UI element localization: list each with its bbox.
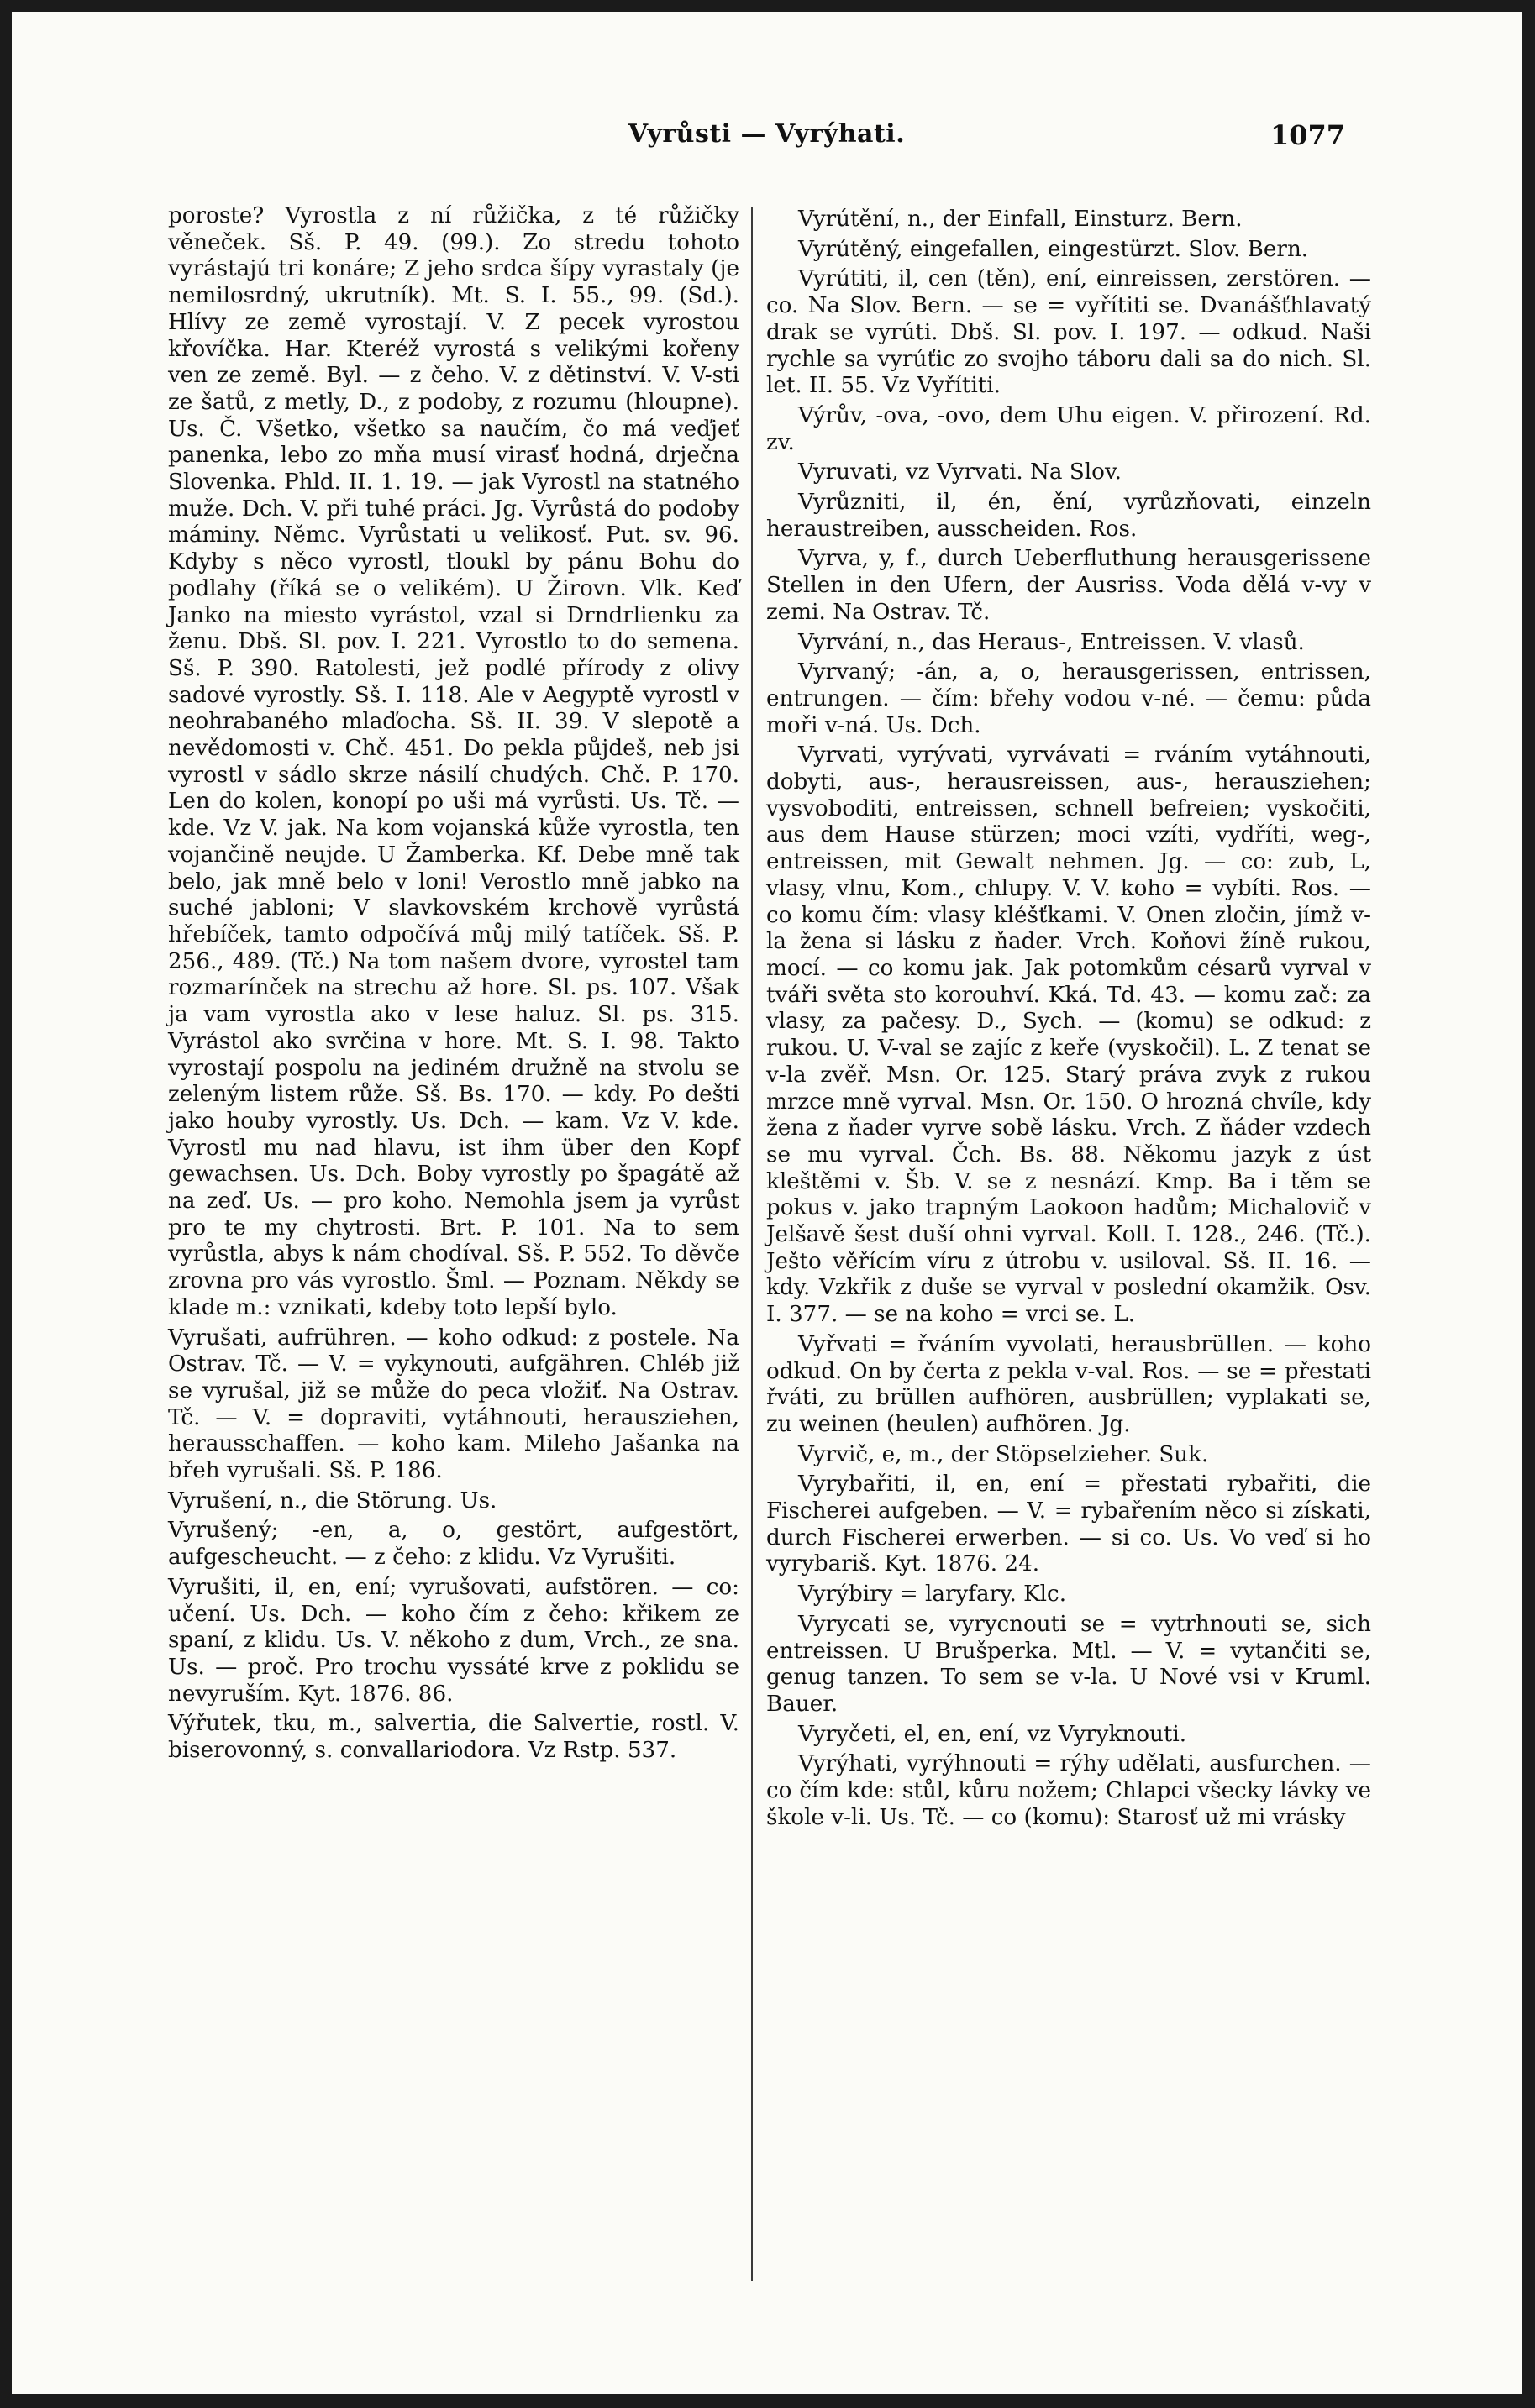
entry-vyruseni: Vyrušení, n., die Störung. Us. xyxy=(168,1487,497,1514)
entry-vyrybiry: Vyrýbiry = laryfary. Klc. xyxy=(798,1582,1067,1608)
entry-vyrvani: Vyrvání, n., das Heraus-, Entreissen. V. vlasů. xyxy=(798,629,1305,655)
entry-vyryhati: Vyrýhati, vyrýhnouti = rýhy udělati, ausfurchen. — co čím kde: stůl, kůru nožem; Chlapci všecky lávky ve škole v-li. Us. Tč. — co (komu): Starosť už mi vrásky xyxy=(766,1751,1371,1830)
page-number: 1077 xyxy=(1270,119,1345,151)
entry-vyrvati-rvanim: Vyřvati = řváním vyvolati, herausbrüllen. — koho odkud. On by čerta z pekla v-val. Ros. — se = přestati řváti, zu brüllen aufhören, ausbrüllen; vyplakati se, zu weinen (heulen) aufhören. Jg. xyxy=(766,1331,1371,1437)
entry-vyrozniti: Vyrůzniti, il, én, ění, vyrůzňovati, einzeln heraustreiben, ausscheiden. Ros. xyxy=(766,490,1371,542)
entry-vyrvic: Vyrvič, e, m., der Stöpselzieher. Suk. xyxy=(798,1441,1209,1467)
entry-vyruv: Výrův, -ova, -ovo, dem Uhu eigen. V. přirození. Rd. zv. xyxy=(766,402,1371,455)
entry-vyrva: Vyrva, y, f., durch Ueberfluthung herausgerissene Stellen in den Ufern, der Ausriss. Voda dělá v-vy v zemi. Na Ostrav. Tč. xyxy=(766,546,1371,625)
entry-vyrutiti: Vyrútiti, il, cen (těn), ení, einreissen, zerstören. — co. Na Slov. Bern. — se = vyřítiti se. Dvanášťhlavatý drak se vyrúti. Dbš. Sl. pov. I. 197. — odkud. Naši rychle sa vyrúťic zo svojho táboru dali sa do nich. Sl. let. II. 55. Vz Vyřítiti. xyxy=(766,266,1371,399)
page-title: Vyrůsti — Vyrýhati. xyxy=(628,119,906,149)
entry-vyruteny: Vyrútěný, eingefallen, eingestürzt. Slov. Bern. xyxy=(798,236,1309,262)
entry-vyrutek: Výřutek, tku, m., salvertia, die Salvertie, rostl. V. biserovonný, s. convallariodora. Vz Rstp. 537. xyxy=(168,1711,739,1764)
running-head xyxy=(12,119,1522,153)
entry-vyruseny: Vyrušený; -en, a, o, gestört, aufgestört, aufgescheucht. — z čeho: z klidu. Vz Vyrušiti. xyxy=(168,1518,739,1571)
entry-vyrvany: Vyrvaný; -án, a, o, herausgerissen, entrissen, entrungen. — čím: břehy vodou v-né. — čemu: půda moři v-ná. Us. Dch. xyxy=(766,659,1371,738)
entry-vyrusiti: Vyrušiti, il, en, ení; vyrušovati, aufstören. — co: učení. Us. Dch. — koho čím z čeho: křikem ze spaní, z klidu. Us. V. někoho z dum, Vrch., ze sna. Us. — proč. Pro trochu vyssáté krve z poklidu se nevyruším. Kyt. 1876. 86. xyxy=(168,1574,739,1707)
entry-vyrybariti: Vyrybařiti, il, en, ení = přestati rybařiti, die Fischerei aufgeben. — V. = rybařením něco si získati, durch Fischerei erwerben. — si co. Us. Vo veď si ho vyrybariš. Kyt. 1876. 24. xyxy=(766,1472,1371,1577)
column-divider xyxy=(751,207,753,2281)
entry-vyrvati: Vyrvati, vyrývati, vyrvávati = rváním vytáhnouti, dobyti, aus-, herausreissen, aus-, herausziehen; vysvoboditi, entreissen, schnell befreien; vyskočiti, aus dem Hause stürzen; moci vzíti, vydříti, weg-, entreissen, mit Gewalt nehmen. Jg. — co: zub, L, vlasy, vlnu, Kom., chlupy. V. V. koho = vybíti. Ros. — co komu čím: vlasy kléšťkami. V. Onen zločin, jímž v-la žena si lásku z ňader. Vrch. Koňovi žíně rukou, mocí. — co komu jak. Jak potomkům césarů vyrval v tváři světa sto korouhví. Kká. Td. 43. — komu zač: za vlasy, za pačesy. D., Sych. — (komu) se odkud: z rukou. U. V-val se zajíc z keře (vyskočil). L. Z tenat se v-la zvěř. Msn. Or. 125. Starý práva zvyk z rukou mrzce mně vyrval. Msn. Or. 150. O hrozná chvíle, kdy žena z ňader vyrve sobě lásku. Vrch. Z ňáder vzdech se mu vyrval. Čch. Bs. 88. Někomu jazyk z úst kleštěmi v. Šb. V. se z nesnází. Kmp. Ba i těm se pokus v. jako trapným Laokoon hadům; Michalovič v Jelšavě šest duší ohni vyrval. Koll. I. 128., 246. (Tč.). Ješto věřícím víru z útrobu v. usiloval. Sš. II. 16. — kdy. Vzkřik z duše se vyrval v poslední okamžik. Osv. I. 377. — se na koho = vrci se. L. xyxy=(766,742,1371,1328)
entry-vyrusti-continued: poroste? Vyrostla z ní růžička, z té růžičky věneček. Sš. P. 49. (99.). Zo stredu tohoto vyrástajú tri konáre; Z jeho srdca šípy vyrastaly (je nemilosrdný, ukrutník). Mt. S. I. 55., 99. (Sd.). Hlívy ze země vyrostají. V. Z pecek vyrostou křovíčka. Har. Kteréž vyrostá s velikými kořeny ven ze země. Byl. — z čeho. V. z dětinství. V. V-sti ze šatů, z metly, D., z podoby, z rozumu (hloupne). Us. Č. Všetko, všetko sa naučím, čo má veďjeť panenka, lebo zo mňa musí virasť hodná, drječna Slovenka. Phld. II. 1. 19. — jak Vyrostl na statného muže. Dch. V. při tuhé práci. Jg. Vyrůstá do podoby máminy. Němc. Vyrůstati u velikosť. Put. sv. 96. Kdyby s něco vyrostl, tloukl by pánu Bohu do podlahy (říká se o velikém). U Žirovn. Vlk. Keď Janko na miesto vyrástol, vzal si Drndrlienku za ženu. Dbš. Sl. pov. I. 221. Vyrostlo to do semena. Sš. P. 390. Ratolesti, jež podlé přírody z olivy sadové vyrostly. Sš. I. 118. Ale v Aegyptě vyrostl v neohrabaného mlaďocha. Sš. II. 39. V slepotě a nevědomosti v. Chč. 451. Do pekla půjdeš, neb jsi vyrostl v sádlo skrze násilí chudých. Chč. P. 170. Len do kolen, konopí po uši má vyrůsti. Us. Tč. — kde. Vz V. jak. Na kom vojanská kůže vyrostla, ten vojančině neujde. U Žamberka. Kf. Debe mně tak belo, jak mně belo v loni! Verostlo mně jabko na suché jabloni; V slavkovském krchově vyrůstá hřebíček, tamto odpočívá můj milý tatíček. Sš. P. 256., 489. (Tč.) Na tom našem dvore, vyrostel tam rozmarínček na strechu až hore. Sl. ps. 107. Však ja vam vyrostla ako v lese haluz. Sl. ps. 315. Vyrástol ako svrčina v hore. Mt. S. I. 98. Takto vyrostají pospolu na jediném družně na stvolu se zeleným listem růže. Sš. Bs. 170. — kdy. Po dešti jako houby vyrostly. Us. Dch. — kam. Vz V. kde. Vyrostl mu nad hlavu, ist ihm über den Kopf gewachsen. Us. Dch. Boby vyrostly po špagátě až na zeď. Us. — pro koho. Nemohla jsem ja vyrůst pro te my chytrosti. Brt. P. 101. Na to sem vyrůstla, abys k nám chodíval. Sš. P. 552. To děvče zrovna pro vás vyrostlo. Šml. — Poznam. Někdy se klade m.: vznikati, kdeby toto lepší bylo. xyxy=(168,203,739,1320)
dictionary-page xyxy=(12,12,1522,2394)
entry-vyryceti: Vyryčeti, el, en, ení, vz Vyryknouti. xyxy=(798,1721,1187,1747)
entry-vyruteni: Vyrútění, n., der Einfall, Einsturz. Bern. xyxy=(798,207,1243,232)
entry-vyrycati-se: Vyrycati se, vyrycnouti se = vytrhnouti se, sich entreissen. U Brušperka. Mtl. — V. = vytančiti se, genug tanzen. To sem se v-la. U Nové vsi v Kruml. Bauer. xyxy=(766,1611,1371,1717)
left-column xyxy=(168,203,739,1765)
entry-vyruvati: Vyruvati, vz Vyrvati. Na Slov. xyxy=(798,459,1122,485)
right-column xyxy=(766,203,1371,1831)
entry-vyrusati: Vyrušati, aufrühren. — koho odkud: z postele. Na Ostrav. Tč. — V. = vykynouti, aufgähren. Chléb již se vyrušal, již se může do peca vložiť. Na Ostrav. Tč. — V. = dopraviti, vytáhnouti, herausziehen, herausschaffen. — koho kam. Mileho Jašanka na břeh vyrušali. Sš. P. 186. xyxy=(168,1325,739,1484)
